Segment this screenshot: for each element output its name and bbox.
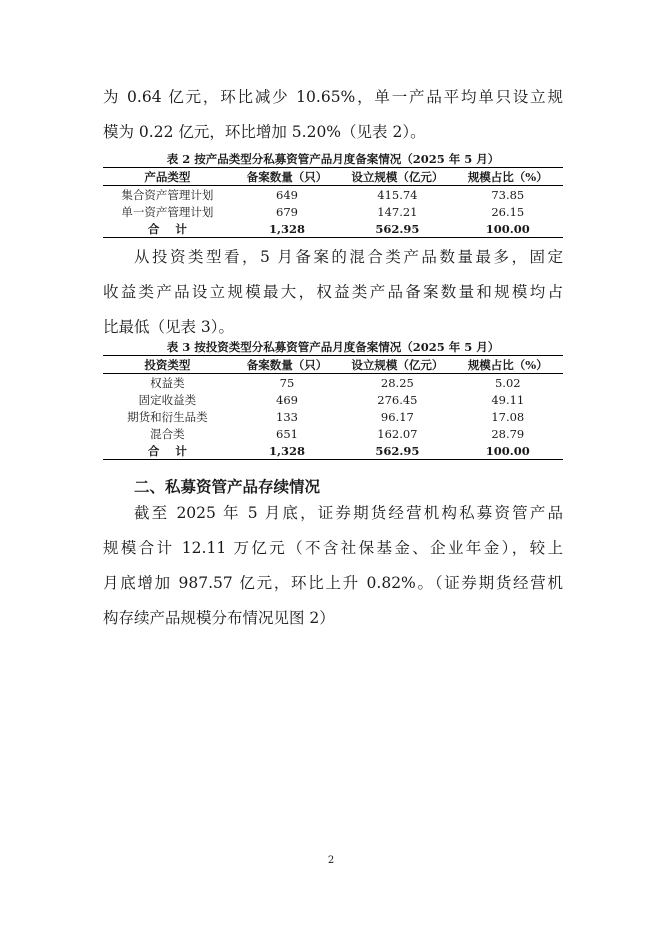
paragraph-2 bbox=[103, 240, 563, 345]
table-row bbox=[103, 425, 563, 442]
table-cell: 276.45 bbox=[377, 392, 418, 407]
table-cell: 49.11 bbox=[491, 392, 525, 407]
column-header: 产品类型 bbox=[103, 168, 232, 186]
column-header: 规模占比（%） bbox=[453, 356, 563, 374]
table-cell: 96.17 bbox=[380, 409, 414, 424]
paragraph-3 bbox=[103, 496, 563, 636]
table-cell: 1,328 bbox=[232, 220, 342, 238]
paragraph-line: 比最低（见表 3）。 bbox=[103, 318, 235, 336]
table-3 bbox=[103, 355, 563, 460]
paragraph-line: 规模合计 12.11 万亿元（不含社保基金、企业年金），较上 bbox=[103, 539, 563, 557]
table-cell: 147.21 bbox=[377, 204, 418, 219]
section-heading: 二、私募资管产品存续情况 bbox=[134, 478, 321, 496]
table-header-row bbox=[103, 168, 563, 186]
column-header: 备案数量（只） bbox=[232, 356, 342, 374]
column-header: 规模占比（%） bbox=[453, 168, 563, 186]
table-row bbox=[103, 391, 563, 408]
table-cell: 1,328 bbox=[232, 442, 342, 460]
table-cell: 26.15 bbox=[491, 204, 525, 219]
table-cell: 期货和衍生品类 bbox=[127, 409, 208, 424]
table-cell: 固定收益类 bbox=[138, 392, 197, 407]
table-3-caption: 表 3 按投资类型分私募资管产品月度备案情况（2025 年 5 月） bbox=[166, 340, 500, 354]
paragraph-line: 模为 0.22 亿元，环比增加 5.20%（见表 2）。 bbox=[103, 123, 426, 141]
table-cell: 133 bbox=[276, 409, 298, 424]
table-cell: 73.85 bbox=[491, 187, 525, 202]
table-cell: 集合资产管理计划 bbox=[121, 187, 214, 202]
paragraph-line: 月底增加 987.57 亿元，环比上升 0.82%。（证券期货经营机 bbox=[103, 574, 563, 592]
column-header: 备案数量（只） bbox=[232, 168, 342, 186]
table-row bbox=[103, 203, 563, 220]
table-cell: 469 bbox=[276, 392, 298, 407]
table-cell: 649 bbox=[276, 187, 298, 202]
table-cell: 651 bbox=[276, 426, 298, 441]
paragraph-1 bbox=[103, 80, 563, 150]
table-total-row bbox=[103, 442, 563, 460]
page-number: 2 bbox=[327, 855, 335, 866]
table-cell: 415.74 bbox=[377, 187, 418, 202]
table-row bbox=[103, 408, 563, 425]
table-cell: 100.00 bbox=[453, 442, 563, 460]
table-cell: 17.08 bbox=[491, 409, 525, 424]
paragraph-line: 收益类产品设立规模最大，权益类产品备案数量和规模均占 bbox=[103, 283, 563, 301]
table-cell: 单一资产管理计划 bbox=[121, 204, 214, 219]
table-cell: 162.07 bbox=[377, 426, 418, 441]
table-cell: 混合类 bbox=[150, 426, 185, 441]
table-cell: 562.95 bbox=[342, 442, 452, 460]
paragraph-line: 构存续产品规模分布情况见图 2） bbox=[103, 609, 335, 627]
table-2 bbox=[103, 167, 563, 238]
paragraph-line: 截至 2025 年 5 月底，证券期货经营机构私募资管产品 bbox=[134, 504, 563, 522]
table-cell: 合 计 bbox=[103, 442, 232, 460]
table-2-caption: 表 2 按产品类型分私募资管产品月度备案情况（2025 年 5 月） bbox=[166, 152, 500, 166]
table-header-row bbox=[103, 356, 563, 374]
table-cell: 5.02 bbox=[494, 375, 521, 390]
table-row bbox=[103, 374, 563, 392]
column-header: 设立规模（亿元） bbox=[342, 168, 452, 186]
table-cell: 28.79 bbox=[491, 426, 525, 441]
table-cell: 合 计 bbox=[103, 220, 232, 238]
table-cell: 679 bbox=[276, 204, 298, 219]
table-total-row bbox=[103, 220, 563, 238]
table-cell: 权益类 bbox=[150, 375, 185, 390]
table-row bbox=[103, 186, 563, 204]
column-header: 设立规模（亿元） bbox=[342, 356, 452, 374]
column-header: 投资类型 bbox=[103, 356, 232, 374]
paragraph-line: 从投资类型看，5 月备案的混合类产品数量最多，固定 bbox=[134, 248, 563, 266]
table-cell: 562.95 bbox=[342, 220, 452, 238]
paragraph-line: 为 0.64 亿元，环比减少 10.65%，单一产品平均单只设立规 bbox=[103, 88, 563, 106]
table-cell: 75 bbox=[279, 375, 295, 390]
table-cell: 100.00 bbox=[453, 220, 563, 238]
table-cell: 28.25 bbox=[380, 375, 414, 390]
